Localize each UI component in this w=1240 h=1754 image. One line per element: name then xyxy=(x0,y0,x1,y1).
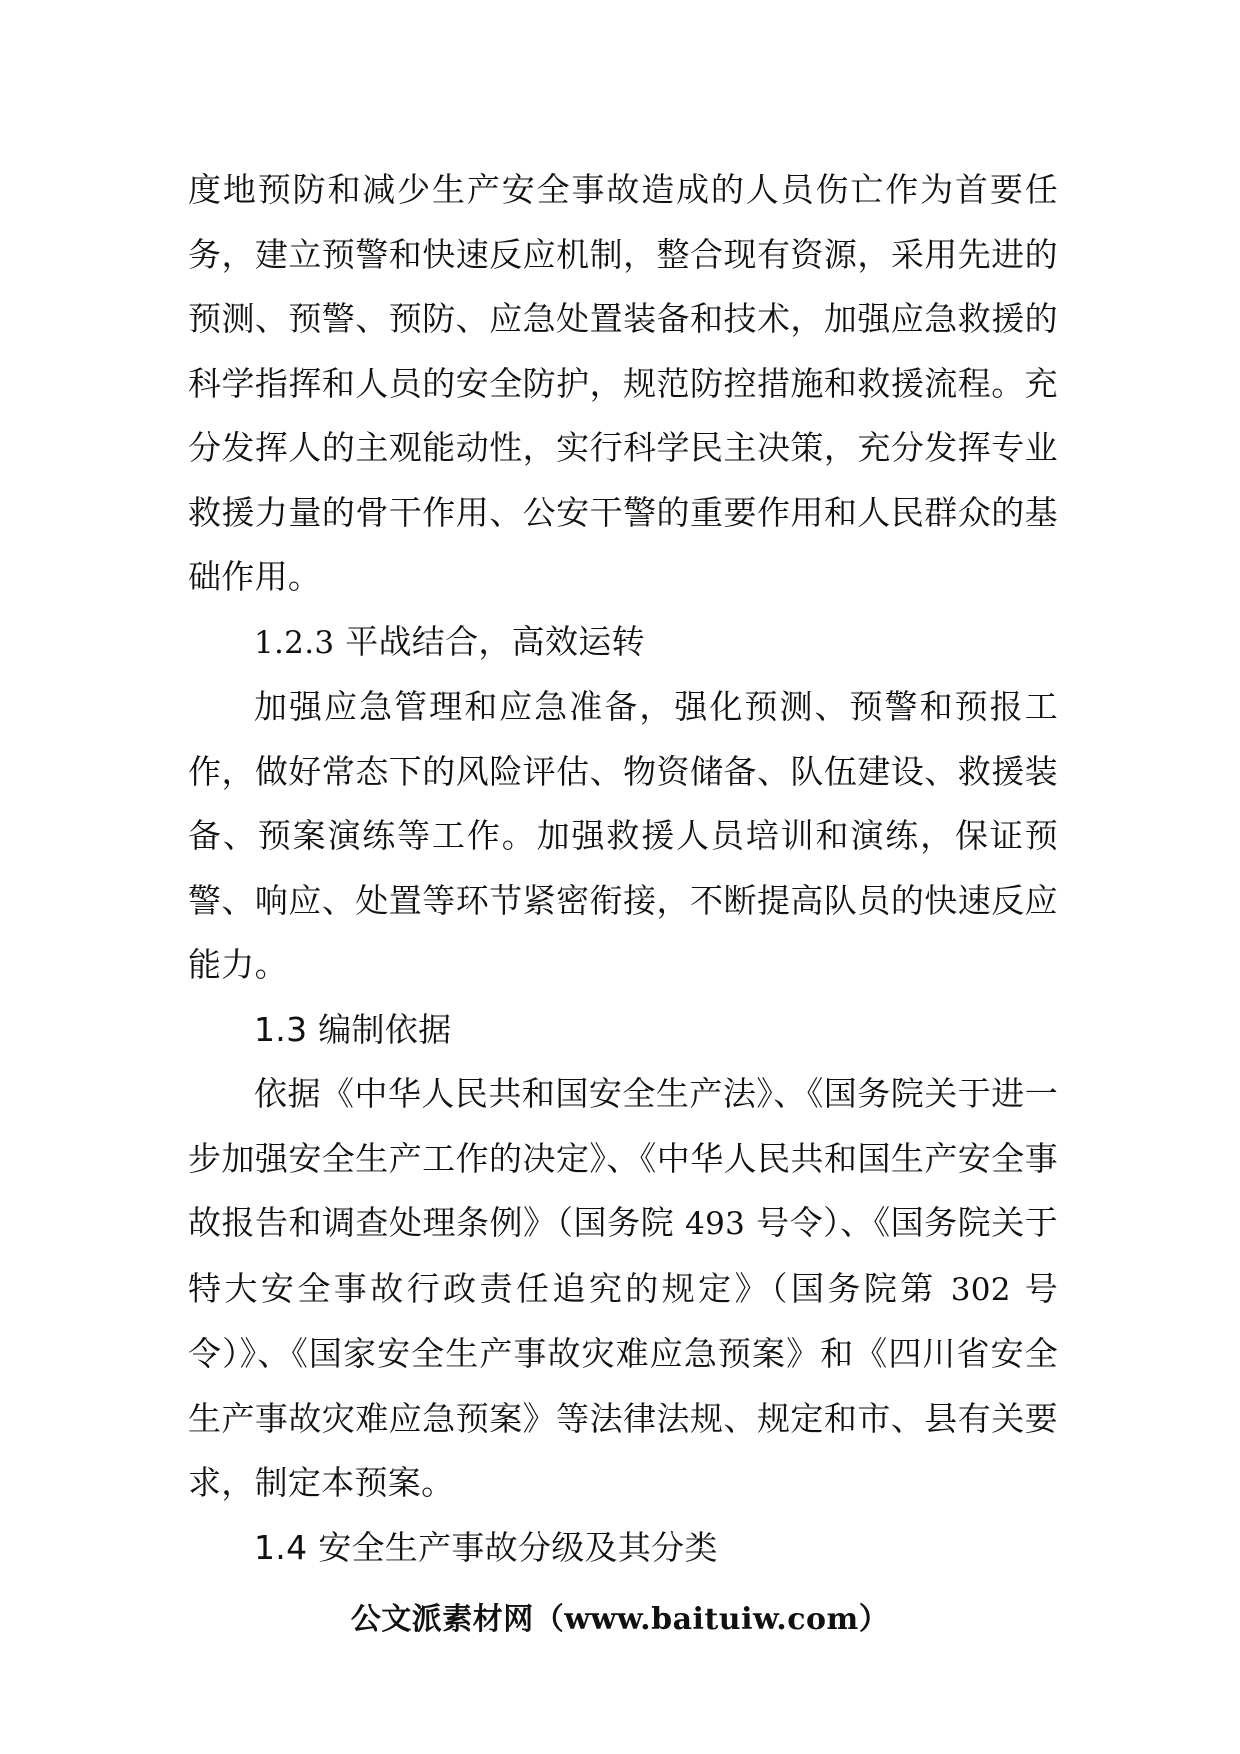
paragraph-legal-basis xyxy=(188,1062,1058,1516)
decree-number-493: 493 xyxy=(685,1206,746,1242)
section-heading-1-3 xyxy=(188,998,1058,1063)
section-number: 1.4 xyxy=(254,1527,308,1567)
footer-watermark-text: 公文派素材网（www.baituiw.com） xyxy=(350,1602,890,1637)
legal-basis-text-c: 号令）》、《国家安全生产事故灾难应急预案》和《四川省安全生产事故灾难应急预案》等法律法规、规定和市、县有关要求，制定本预案。 xyxy=(188,1268,1058,1502)
section-title: 编制依据 xyxy=(318,1009,452,1049)
section-heading-1-2-3 xyxy=(188,610,1058,676)
section-number: 1.3 xyxy=(254,1009,308,1049)
legal-basis-text-b: 号令）、《国务院关于特大安全事故行政责任追究的规定》（国务院第 xyxy=(188,1203,1058,1308)
section-title: 安全生产事故分级及其分类 xyxy=(318,1527,718,1567)
legal-basis-text-a: 依据《中华人民共和国安全生产法》、《国务院关于进一步加强安全生产工作的决定》、《中华人民共和国生产安全事故报告和调查处理条例》（国务院 xyxy=(188,1074,1058,1242)
document-body xyxy=(188,158,1058,1580)
section-number: 1.2.3 xyxy=(254,624,335,661)
paragraph-emergency-preparation: 加强应急管理和应急准备，强化预测、预警和预报工作，做好常态下的风险评估、物资储备、队伍建设、救援装备、预案演练等工作。加强救援人员培训和演练，保证预警、响应、处置等环节紧密衔接，不断提高队员的快速反应能力。 xyxy=(188,687,1058,984)
paragraph-continuation: 度地预防和减少生产安全事故造成的人员伤亡作为首要任务，建立预警和快速反应机制，整合现有资源，采用先进的预测、预警、预防、应急处置装备和技术，加强应急救援的科学指挥和人员的安全防护，规范防控措施和救援流程。充分发挥人的主观能动性，实行科学民主决策，充分发挥专业救援力量的骨干作用、公安干警的重要作用和人民群众的基础作用。 xyxy=(188,170,1058,596)
section-heading-1-4 xyxy=(188,1516,1058,1581)
decree-number-302: 302 xyxy=(950,1271,1011,1308)
section-title: 平战结合，高效运转 xyxy=(345,621,645,661)
